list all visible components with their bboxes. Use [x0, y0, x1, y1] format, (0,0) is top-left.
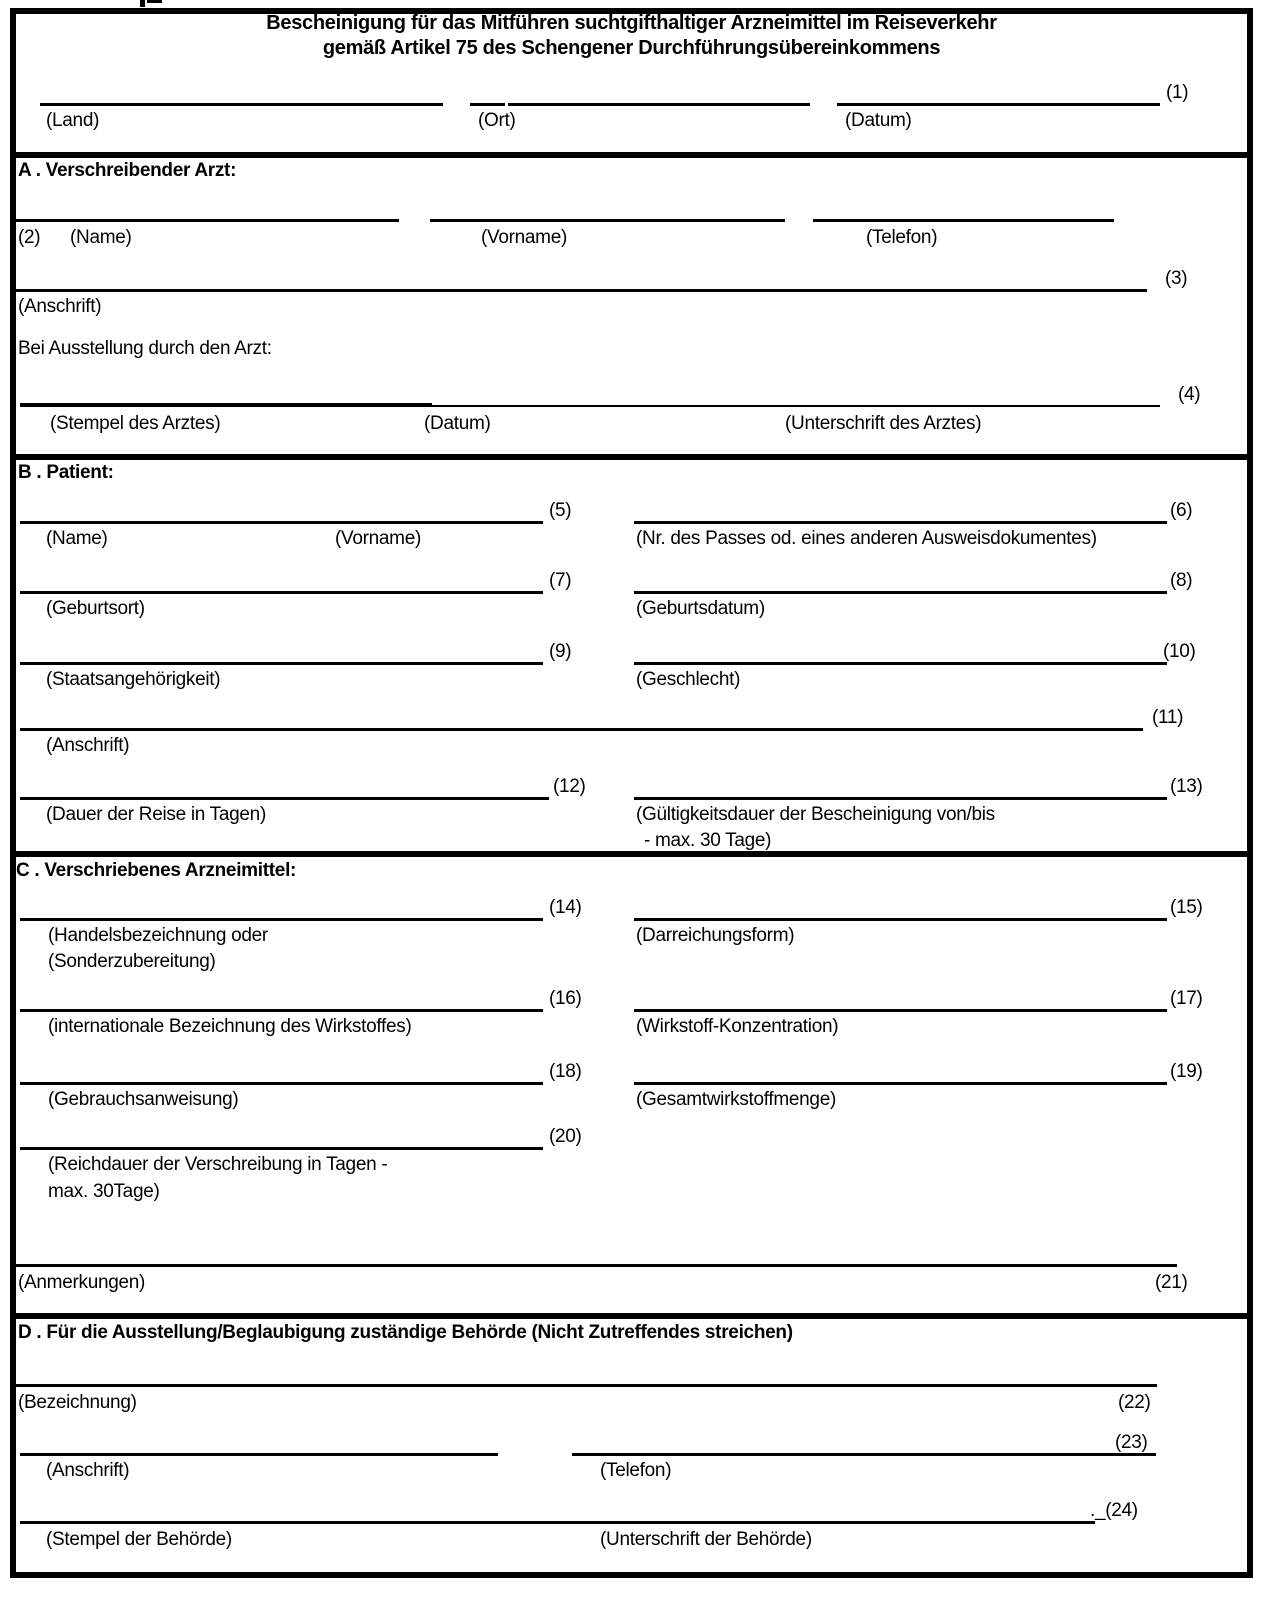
issuer-note: Bei Ausstellung durch den Arzt:	[18, 338, 272, 359]
arzt-vorname-label: (Vorname)	[481, 227, 568, 248]
field-number-9: (9)	[549, 641, 572, 662]
darreichungsform-label: (Darreichungsform)	[636, 925, 795, 946]
konzentration-field-line[interactable]	[634, 1009, 1167, 1012]
section-a-heading: A . Verschreibender Arzt:	[18, 160, 237, 181]
patient-geburtsort-field-line[interactable]	[20, 591, 543, 594]
gesamtwirkstoffmenge-label: (Gesamtwirkstoffmenge)	[636, 1089, 836, 1110]
field-number-17: (17)	[1170, 988, 1203, 1009]
gebrauchsanweisung-field-line[interactable]	[20, 1082, 543, 1085]
ort-field-line[interactable]	[508, 103, 810, 106]
behoerde-anschrift-field-line[interactable]	[20, 1453, 498, 1456]
behoerde-stempel-label: (Stempel der Behörde)	[46, 1529, 232, 1550]
patient-reisedauer-field-line[interactable]	[20, 797, 549, 800]
ort-label: (Ort)	[478, 110, 516, 131]
patient-vorname-label: (Vorname)	[335, 528, 422, 549]
behoerde-unterschrift-label: (Unterschrift der Behörde)	[600, 1529, 812, 1550]
arzt-anschrift-field-line[interactable]	[16, 289, 1147, 292]
patient-staatsangehoerigkeit-field-line[interactable]	[20, 662, 543, 665]
behoerde-telefon-label: (Telefon)	[600, 1460, 672, 1481]
anmerkungen-field-line[interactable]	[16, 1264, 1177, 1267]
field-number-4: (4)	[1178, 384, 1201, 405]
field-number-2: (2)	[18, 227, 41, 248]
behoerde-anschrift-label: (Anschrift)	[46, 1460, 130, 1481]
patient-gueltigkeit-field-line[interactable]	[634, 797, 1167, 800]
arzt-name-field-line[interactable]	[16, 219, 399, 222]
field-number-1: (1)	[1166, 82, 1189, 103]
scan-artifact	[147, 0, 162, 3]
reichdauer-field-line[interactable]	[20, 1147, 543, 1150]
form-title-line2: gemäß Artikel 75 des Schengener Durchführungsübereinkommens	[322, 37, 941, 59]
land-label: (Land)	[46, 110, 100, 131]
form-title-line1: Bescheinigung für das Mitführen suchtgifthaltiger Arzneimittel im Reiseverkehr	[266, 12, 997, 34]
patient-geburtsdatum-label: (Geburtsdatum)	[636, 598, 765, 619]
arzt-telefon-label: (Telefon)	[866, 227, 938, 248]
field-number-10: (10)	[1163, 641, 1196, 662]
anmerkungen-label: (Anmerkungen)	[18, 1272, 146, 1293]
field-number-18: (18)	[549, 1061, 582, 1082]
field-number-20: (20)	[549, 1126, 582, 1147]
patient-pass-field-line[interactable]	[634, 521, 1167, 524]
field-number-3: (3)	[1165, 268, 1188, 289]
patient-name-field-line[interactable]	[20, 521, 543, 524]
handelsbezeichnung-label-line1: (Handelsbezeichnung oder	[48, 925, 268, 946]
field-number-11: (11)	[1152, 707, 1184, 728]
arzt-name-label: (Name)	[70, 227, 132, 248]
field-number-13: (13)	[1170, 776, 1203, 797]
arzt-datum-label: (Datum)	[424, 413, 491, 434]
section-b-heading: B . Patient:	[18, 462, 114, 483]
field-number-19: (19)	[1170, 1061, 1203, 1082]
behoerde-bezeichnung-label: (Bezeichnung)	[18, 1392, 137, 1413]
behoerde-bezeichnung-field-line[interactable]	[16, 1384, 1157, 1387]
scan-artifact	[140, 0, 145, 7]
konzentration-label: (Wirkstoff-Konzentration)	[636, 1016, 839, 1037]
patient-pass-label: (Nr. des Passes od. eines anderen Ausweisdokumentes)	[636, 528, 1097, 549]
field-number-16: (16)	[549, 988, 582, 1009]
patient-gueltigkeit-label-line2: - max. 30 Tage)	[644, 830, 772, 851]
arzt-telefon-field-line[interactable]	[813, 219, 1114, 222]
section-d-divider	[16, 1313, 1247, 1319]
patient-reisedauer-label: (Dauer der Reise in Tagen)	[46, 804, 266, 825]
field-number-15: (15)	[1170, 897, 1203, 918]
arzt-vorname-field-line[interactable]	[430, 219, 785, 222]
field-number-14: (14)	[549, 897, 582, 918]
handelsbezeichnung-label-line2: (Sonderzubereitung)	[48, 951, 216, 972]
darreichungsform-field-line[interactable]	[634, 918, 1167, 921]
arzt-stempel-label: (Stempel des Arztes)	[50, 413, 221, 434]
arzt-stempel-field-line[interactable]	[20, 403, 432, 407]
field-number-23: (23)	[1115, 1432, 1148, 1453]
field-number-8: (8)	[1170, 570, 1193, 591]
wirkstoff-field-line[interactable]	[20, 1009, 543, 1012]
behoerde-stempel-field-line[interactable]	[20, 1521, 1095, 1524]
gebrauchsanweisung-label: (Gebrauchsanweisung)	[48, 1089, 239, 1110]
section-a-divider	[16, 152, 1247, 158]
patient-geburtsort-label: (Geburtsort)	[46, 598, 145, 619]
field-number-5: (5)	[549, 500, 572, 521]
patient-geburtsdatum-field-line[interactable]	[634, 591, 1167, 594]
land-field-line[interactable]	[40, 103, 443, 106]
datum-label: (Datum)	[845, 110, 912, 131]
patient-geschlecht-label: (Geschlecht)	[636, 669, 741, 690]
patient-staatsangehoerigkeit-label: (Staatsangehörigkeit)	[46, 669, 221, 690]
patient-anschrift-label: (Anschrift)	[46, 735, 130, 756]
handelsbezeichnung-field-line[interactable]	[20, 918, 543, 921]
section-c-heading: C . Verschriebenes Arzneimittel:	[16, 860, 297, 881]
patient-gueltigkeit-label-line1: (Gültigkeitsdauer der Bescheinigung von/bis	[636, 804, 995, 825]
section-b-divider	[16, 454, 1247, 460]
reichdauer-label-line1: (Reichdauer der Verschreibung in Tagen -	[48, 1154, 388, 1175]
reichdauer-label-line2: max. 30Tage)	[48, 1181, 160, 1202]
field-number-6: (6)	[1170, 500, 1193, 521]
section-c-divider	[16, 851, 1247, 857]
field-number-21: (21)	[1155, 1272, 1188, 1293]
gesamtwirkstoffmenge-field-line[interactable]	[634, 1082, 1167, 1085]
field-number-7: (7)	[549, 570, 572, 591]
field-number-22: (22)	[1118, 1392, 1151, 1413]
arzt-anschrift-label: (Anschrift)	[18, 296, 102, 317]
arzt-unterschrift-label: (Unterschrift des Arztes)	[785, 413, 982, 434]
patient-geschlecht-field-line[interactable]	[634, 662, 1167, 665]
arzt-unterschrift-field-line[interactable]	[432, 405, 1160, 407]
datum-field-line[interactable]	[837, 103, 1160, 106]
ort-field-short-line[interactable]	[470, 103, 505, 106]
wirkstoff-label: (internationale Bezeichnung des Wirkstoffes)	[48, 1016, 412, 1037]
patient-name-label: (Name)	[46, 528, 108, 549]
patient-anschrift-field-line[interactable]	[20, 728, 1143, 731]
field-number-12: (12)	[553, 776, 586, 797]
section-d-heading: D . Für die Ausstellung/Beglaubigung zuständige Behörde (Nicht Zutreffendes streichen)	[18, 1322, 793, 1343]
behoerde-telefon-field-line[interactable]	[572, 1453, 1156, 1456]
field-number-24: ._(24)	[1090, 1500, 1138, 1521]
